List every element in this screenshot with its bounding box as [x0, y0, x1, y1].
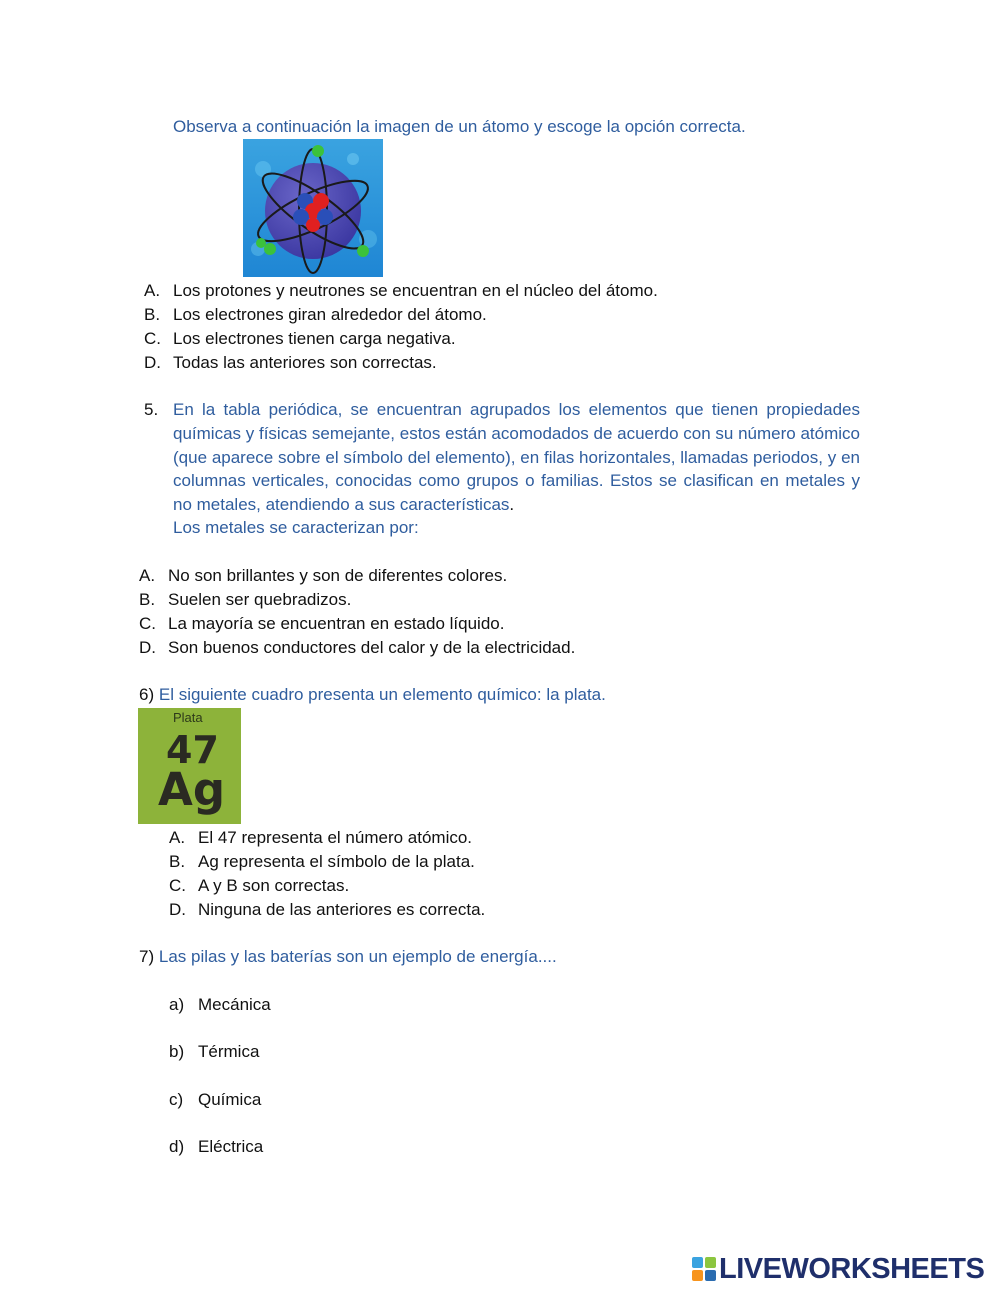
q7-option-a-letter: a) [169, 995, 185, 1014]
q6-option-b-letter: B. [169, 852, 186, 871]
q4-option-c-letter: C. [144, 329, 161, 348]
liveworksheets-logo-text: LIVEWORKSHEETS [719, 1253, 985, 1285]
q6-header [139, 684, 606, 706]
q4-option-d-letter: D. [144, 353, 161, 372]
q6-option-d-text: Ninguna de las anteriores es correcta. [198, 900, 486, 919]
q5-option-a-text: No son brillantes y son de diferentes colores. [168, 566, 508, 585]
atom-illustration [243, 139, 383, 277]
element-name: Plata [173, 710, 203, 725]
q5-number: 5. [144, 400, 159, 419]
q7-option-b-text: Térmica [198, 1042, 260, 1061]
q4-option-b-letter: B. [144, 305, 161, 324]
q4-option-d-text: Todas las anteriores son correctas. [173, 353, 437, 372]
q5-option-c-letter: C. [139, 614, 156, 633]
element-symbol: Ag [158, 763, 226, 816]
q4-option-b-text: Los electrones giran alrededor del átomo. [173, 305, 487, 324]
q5-option-d-text: Son buenos conductores del calor y de la electricidad. [168, 638, 576, 657]
q7-option-d-text: Eléctrica [198, 1137, 264, 1156]
q6-option-a-text: El 47 representa el número atómico. [198, 828, 473, 847]
q7-header [139, 946, 557, 968]
q5-option-d-letter: D. [139, 638, 156, 657]
q7-option-c-letter: c) [169, 1090, 184, 1109]
atom-image [243, 139, 383, 277]
q6-option-a-letter: A. [169, 828, 186, 847]
q5-subprompt: Los metales se caracterizan por: [173, 518, 419, 537]
q6-option-c-text: A y B son correctas. [198, 876, 350, 895]
q5-paragraph [173, 398, 860, 517]
q5-option-a-letter: A. [139, 566, 156, 585]
q6-number: 6) [139, 685, 155, 704]
element-atomic-number: 47 [166, 728, 219, 772]
q4-option-a-text: Los protones y neutrones se encuentran en el núcleo del átomo. [173, 281, 658, 300]
liveworksheets-logo-icon [692, 1257, 716, 1281]
q5-option-b-text: Suelen ser quebradizos. [168, 590, 352, 609]
q7-option-d-letter: d) [169, 1137, 185, 1156]
q4-option-c-text: Los electrones tienen carga negativa. [173, 329, 456, 348]
q6-option-c-letter: C. [169, 876, 186, 895]
q7-option-b-letter: b) [169, 1042, 185, 1061]
q7-option-c-text: Química [198, 1090, 262, 1109]
q5-option-b-letter: B. [139, 590, 156, 609]
q5-option-c-text: La mayoría se encuentran en estado líquido. [168, 614, 505, 633]
q7-prompt: Las pilas y las baterías son un ejemplo de energía.... [158, 947, 557, 966]
q6-option-d-letter: D. [169, 900, 186, 919]
q6-option-b-text: Ag representa el símbolo de la plata. [198, 852, 475, 871]
q7-option-a-text: Mecánica [198, 995, 271, 1014]
q6-prompt: El siguiente cuadro presenta un elemento químico: la plata. [158, 685, 606, 704]
q7-number: 7) [139, 947, 155, 966]
q4-prompt: Observa a continuación la imagen de un átomo y escoge la opción correcta. [173, 117, 746, 136]
q4-option-a-letter: A. [144, 281, 161, 300]
q5-paragraph-text: En la tabla periódica, se encuentran agrupados los elementos que tienen propiedades químicas y físicas semejante, estos están acomodados de acuerdo con su número atómico (que aparece sobre el símbolo del elemento), en filas horizontales, llamadas periodos, y en columnas verticales, conocidas como grupos o familias. Estos se clasifican en metales y no metales, atendiendo a sus características [173, 400, 860, 515]
q5-paragraph-period: . [509, 495, 515, 515]
liveworksheets-logo [692, 1254, 984, 1284]
silver-element-tile [138, 708, 241, 824]
